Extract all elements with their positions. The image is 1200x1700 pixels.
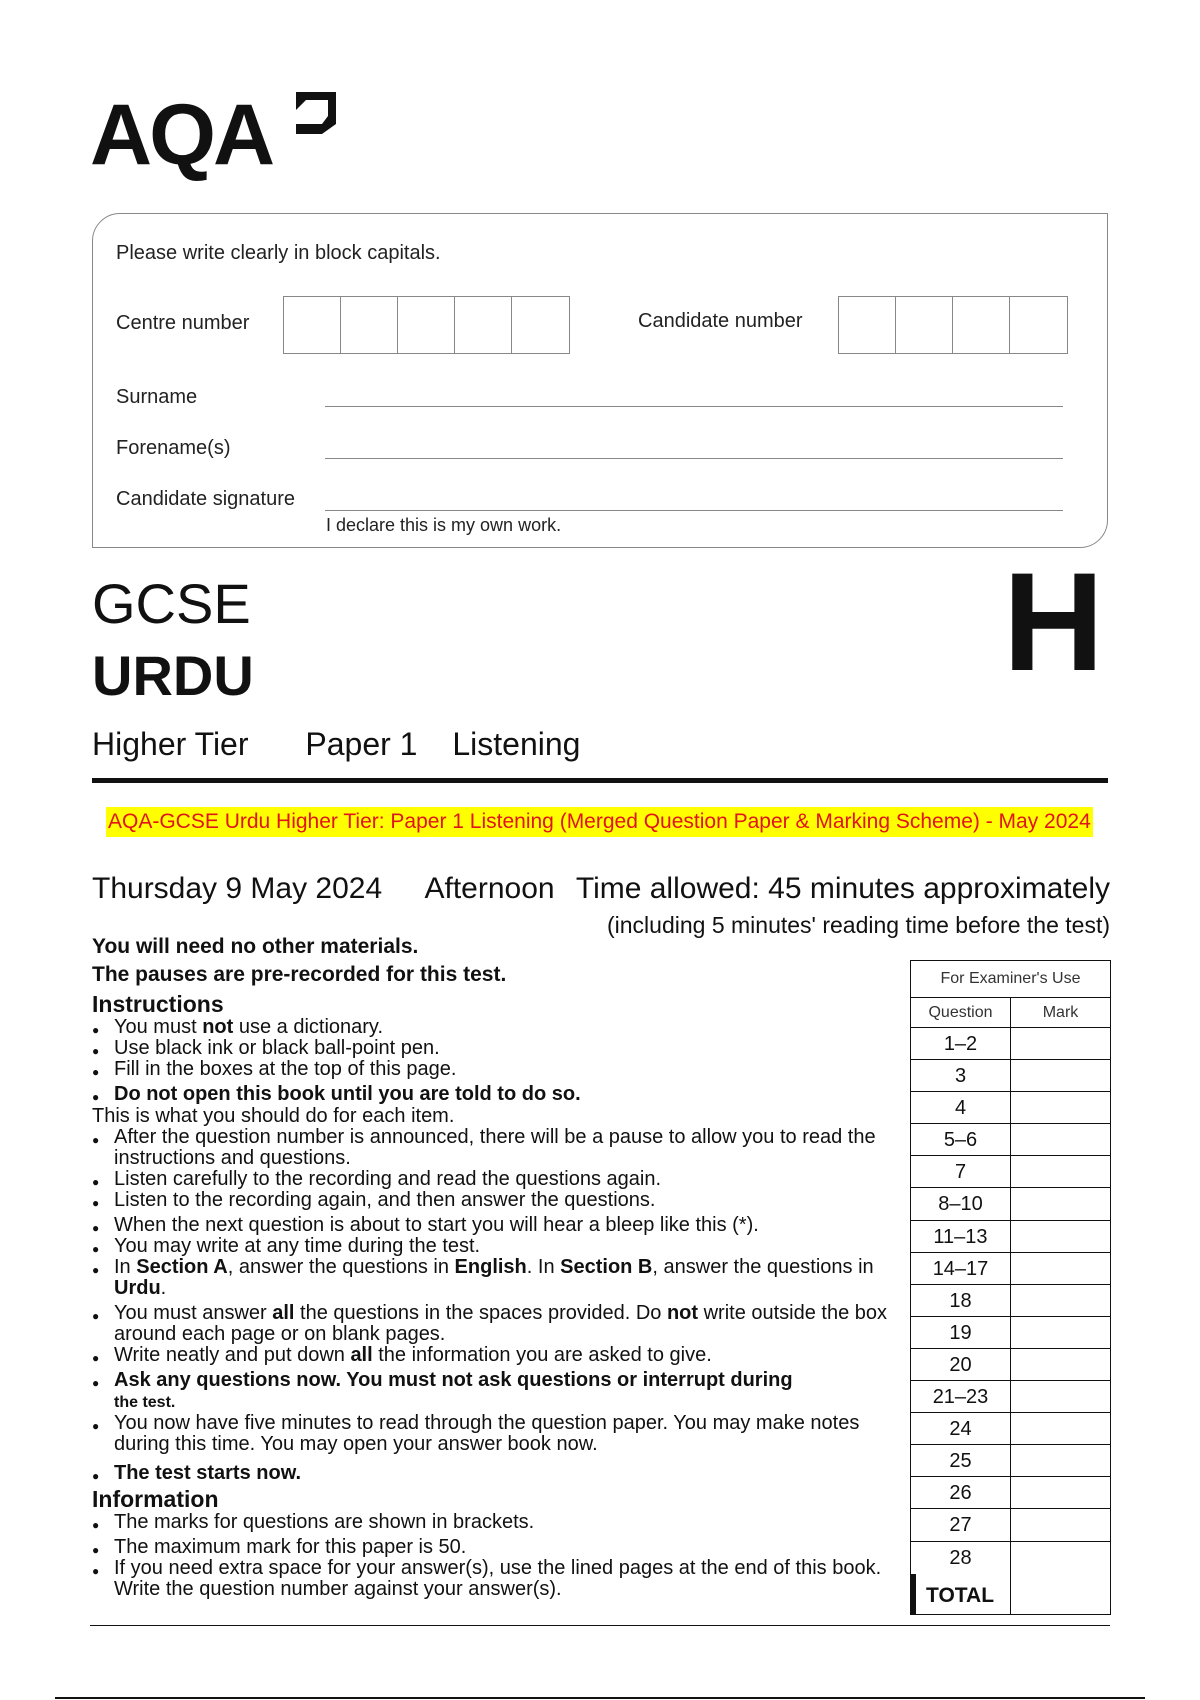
candidate-number-label: Candidate number <box>638 310 803 332</box>
question-row <box>911 1092 1110 1124</box>
forenames-label: Forename(s) <box>116 437 231 459</box>
candidate-number-digit[interactable] <box>953 297 1010 353</box>
examiner-table-body <box>911 1028 1110 1574</box>
mark-cell[interactable] <box>1011 1381 1110 1412</box>
instruction-item: ● Write neatly and put down all the information you are asked to give. <box>92 1345 892 1366</box>
question-number: 8–10 <box>911 1188 1011 1219</box>
candidate-number-digit[interactable] <box>896 297 953 353</box>
question-row <box>911 1285 1110 1317</box>
instruction-item: ● You must not use a dictionary. <box>92 1017 892 1038</box>
mark-cell[interactable] <box>1011 1445 1110 1476</box>
exam-session: Afternoon <box>424 872 555 905</box>
question-row <box>911 1349 1110 1381</box>
question-number: 27 <box>911 1509 1011 1540</box>
reading-time-note: (including 5 minutes' reading time before the test) <box>607 912 1110 938</box>
centre-number-label: Centre number <box>116 312 250 334</box>
candidate-number-digit[interactable] <box>839 297 896 353</box>
instruction-item: ● Ask any questions now. You must not ask questions or interrupt during the test. <box>92 1370 892 1413</box>
each-item-note: This is what you should do for each item. <box>92 1105 455 1127</box>
question-number: 21–23 <box>911 1381 1011 1412</box>
question-row <box>911 1477 1110 1509</box>
total-row <box>911 1574 1110 1614</box>
block-capitals-instruction: Please write clearly in block capitals. <box>116 242 441 264</box>
information-item: ● If you need extra space for your answer(s), use the lined pages at the end of this book. Write the question number against your answer(s). <box>92 1558 892 1600</box>
total-label: TOTAL <box>911 1574 1011 1614</box>
surname-label: Surname <box>116 386 198 408</box>
materials-note: You will need no other materials. <box>92 935 419 958</box>
question-number: 20 <box>911 1349 1011 1380</box>
signature-field[interactable] <box>325 510 1063 511</box>
aqa-logo <box>90 88 272 183</box>
question-row <box>911 1381 1110 1413</box>
centre-number-digit[interactable] <box>341 297 398 353</box>
instructions-list <box>92 1017 892 1105</box>
item-steps-list <box>92 1127 892 1484</box>
instruction-item: ● You may write at any time during the test. <box>92 1236 892 1257</box>
question-number: 19 <box>911 1317 1011 1348</box>
candidate-number-digit[interactable] <box>1010 297 1067 353</box>
information-list <box>92 1512 892 1600</box>
question-number: 4 <box>911 1092 1011 1123</box>
mark-cell[interactable] <box>1011 1349 1110 1380</box>
total-mark-cell[interactable] <box>1011 1574 1110 1614</box>
exam-date-row <box>92 870 555 908</box>
mark-cell[interactable] <box>1011 1028 1110 1059</box>
exam-date: Thursday 9 May 2024 <box>92 872 383 905</box>
centre-number-digit[interactable] <box>398 297 455 353</box>
mark-cell[interactable] <box>1011 1156 1110 1187</box>
paper-details <box>92 724 580 764</box>
question-row <box>911 1509 1110 1541</box>
question-number: 11–13 <box>911 1221 1011 1252</box>
instruction-item: ● You now have five minutes to read through the question paper. You may make notes during this time. You may open your answer book now. <box>92 1413 892 1455</box>
qualification-title: GCSE <box>92 572 251 635</box>
question-row <box>911 1542 1110 1574</box>
mark-cell[interactable] <box>1011 1542 1110 1574</box>
bottom-divider <box>90 1625 1110 1626</box>
question-row <box>911 1413 1110 1445</box>
mark-cell[interactable] <box>1011 1413 1110 1444</box>
question-number: 5–6 <box>911 1124 1011 1155</box>
question-number: 26 <box>911 1477 1011 1508</box>
question-number: 7 <box>911 1156 1011 1187</box>
centre-number-digit[interactable] <box>284 297 341 353</box>
candidate-details-box <box>92 213 1108 548</box>
question-number: 1–2 <box>911 1028 1011 1059</box>
question-row <box>911 1124 1110 1156</box>
mark-cell[interactable] <box>1011 1092 1110 1123</box>
question-row <box>911 1060 1110 1092</box>
question-row <box>911 1156 1110 1188</box>
instruction-item: ● After the question number is announced, there will be a pause to allow you to read the instructions and questions. <box>92 1127 892 1169</box>
instruction-item: ● Listen carefully to the recording and read the questions again. <box>92 1169 892 1190</box>
centre-number-digit[interactable] <box>455 297 512 353</box>
examiner-use-table <box>910 960 1111 1615</box>
examiner-table-header-row <box>911 998 1110 1028</box>
question-number: 28 <box>911 1542 1011 1574</box>
mark-cell[interactable] <box>1011 1253 1110 1284</box>
candidate-number-boxes[interactable] <box>838 296 1068 354</box>
question-number: 24 <box>911 1413 1011 1444</box>
document-banner: AQA-GCSE Urdu Higher Tier: Paper 1 Listening (Merged Question Paper & Marking Scheme) - May 2024 <box>106 807 1093 837</box>
declaration-text: I declare this is my own work. <box>326 515 562 535</box>
signature-label: Candidate signature <box>116 488 296 510</box>
mark-cell[interactable] <box>1011 1285 1110 1316</box>
instruction-item: ● Fill in the boxes at the top of this page. <box>92 1059 892 1080</box>
instruction-item: ● The test starts now. <box>92 1463 892 1484</box>
instruction-item: ● Listen to the recording again, and then answer the questions. <box>92 1190 892 1211</box>
question-row <box>911 1253 1110 1285</box>
question-column-header: Question <box>911 998 1011 1027</box>
instruction-item: ● Do not open this book until you are told to do so. <box>92 1084 892 1105</box>
mark-cell[interactable] <box>1011 1317 1110 1348</box>
instruction-item: ● When the next question is about to start you will hear a bleep like this (*). <box>92 1215 892 1236</box>
mark-cell[interactable] <box>1011 1124 1110 1155</box>
information-item: ● The marks for questions are shown in brackets. <box>92 1512 892 1533</box>
aqa-logo-text: AQA <box>90 87 273 183</box>
question-number: 3 <box>911 1060 1011 1091</box>
forenames-field[interactable] <box>325 458 1063 459</box>
question-row <box>911 1445 1110 1477</box>
aqa-logo-mark-icon <box>292 90 340 146</box>
surname-field[interactable] <box>325 406 1063 407</box>
instructions-heading: Instructions <box>92 991 224 1017</box>
centre-number-boxes[interactable] <box>283 296 570 354</box>
question-number: 18 <box>911 1285 1011 1316</box>
question-row <box>911 1028 1110 1060</box>
instruction-item: ● In Section A, answer the questions in English. In Section B, answer the questions in Urdu. <box>92 1257 892 1299</box>
component-label: Listening <box>452 726 581 762</box>
paper-label: Paper 1 <box>305 726 418 762</box>
question-number: 25 <box>911 1445 1011 1476</box>
mark-cell[interactable] <box>1011 1060 1110 1091</box>
pauses-note: The pauses are pre-recorded for this test. <box>92 963 507 986</box>
mark-cell[interactable] <box>1011 1221 1110 1252</box>
tier-letter: H <box>1002 543 1104 700</box>
question-row <box>911 1188 1110 1220</box>
mark-column-header: Mark <box>1042 1004 1079 1021</box>
mark-cell[interactable] <box>1011 1188 1110 1219</box>
information-heading: Information <box>92 1486 219 1512</box>
information-item: ● The maximum mark for this paper is 50. <box>92 1537 892 1558</box>
tier-label: Higher Tier <box>92 726 249 762</box>
page-edge-line <box>55 1697 1145 1699</box>
instruction-item: ● Use black ink or black ball-point pen. <box>92 1038 892 1059</box>
mark-cell[interactable] <box>1011 1509 1110 1540</box>
instructions-column <box>92 933 892 1600</box>
question-row <box>911 1317 1110 1349</box>
centre-number-digit[interactable] <box>512 297 569 353</box>
instruction-item: ● You must answer all the questions in the spaces provided. Do not write outside the box around each page or on blank pages. <box>92 1303 892 1345</box>
title-divider <box>92 778 1108 783</box>
time-allowed: Time allowed: 45 minutes approximately <box>575 872 1110 905</box>
examiner-table-title: For Examiner's Use <box>911 961 1110 998</box>
question-row <box>911 1221 1110 1253</box>
subject-title: URDU <box>92 644 254 707</box>
mark-cell[interactable] <box>1011 1477 1110 1508</box>
question-number: 14–17 <box>911 1253 1011 1284</box>
